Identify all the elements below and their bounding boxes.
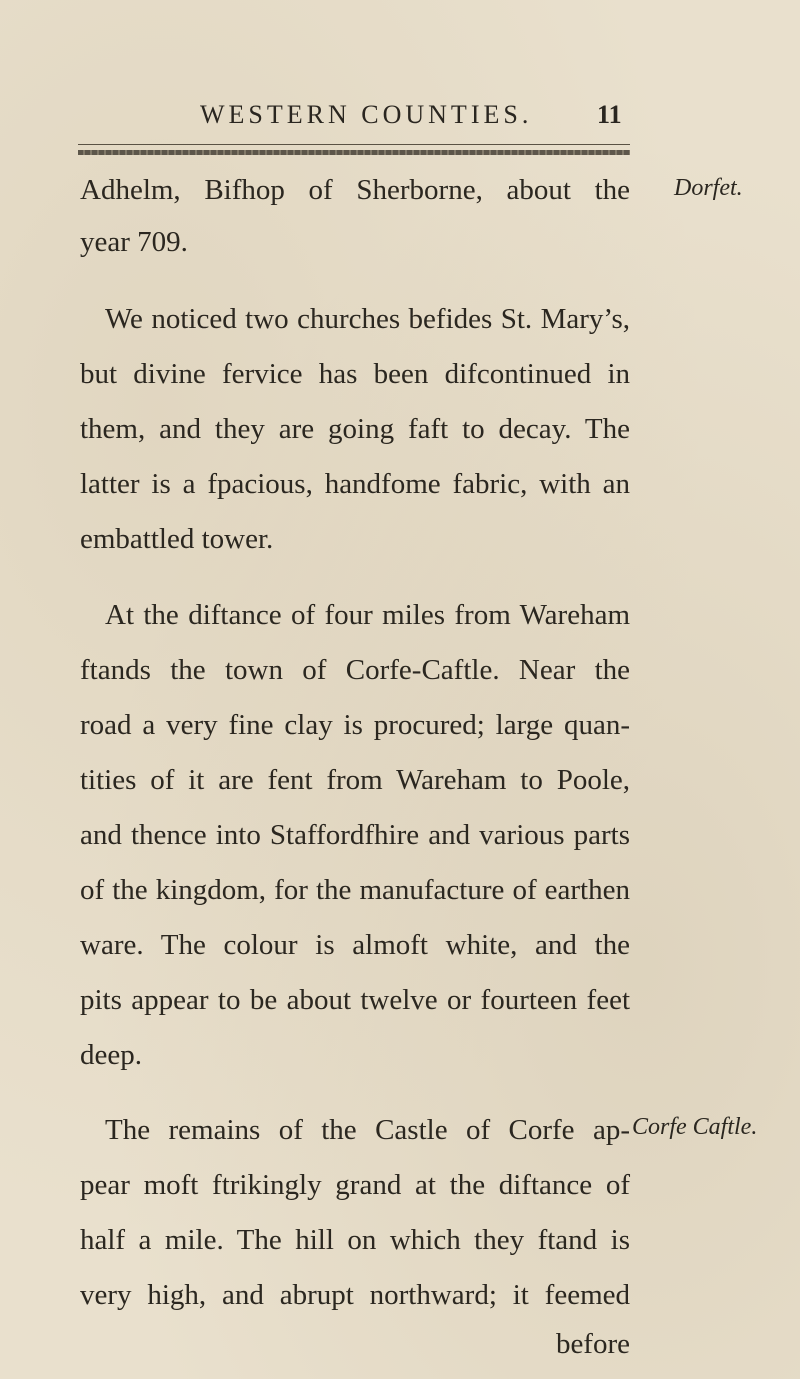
text-line: ware. The colour is almoft white, and the <box>80 929 630 961</box>
header-rule <box>78 150 630 155</box>
running-head: WESTERN COUNTIES. <box>200 100 533 129</box>
page-number: 11 <box>597 100 622 129</box>
text-line: pits appear to be about twelve or fourteen feet <box>80 984 630 1016</box>
text-line: Adhelm, Bifhop of Sherborne, about the <box>80 174 630 206</box>
text-line: At the diftance of four miles from Wareham <box>105 599 630 631</box>
text-line: them, and they are going faft to decay. The <box>80 413 630 445</box>
text-line: The remains of the Castle of Corfe ap- <box>105 1114 630 1146</box>
catchword: before <box>555 1328 630 1360</box>
text-line: and thence into Staffordfhire and various parts <box>80 819 630 851</box>
text-line: of the kingdom, for the manufacture of earthen <box>80 874 630 906</box>
text-line: embattled tower. <box>80 523 274 555</box>
text-line: road a very fine clay is procured; large quan- <box>80 709 630 741</box>
text-line: year 709. <box>80 226 188 258</box>
margin-note-dorset: Dorfet. <box>674 175 743 201</box>
text-line: ftands the town of Corfe-Caftle. Near the <box>80 654 630 686</box>
margin-note-corfe-castle: Corfe Caftle. <box>632 1114 758 1140</box>
text-line: but divine fervice has been difcontinued in <box>80 358 630 390</box>
text-line: half a mile. The hill on which they ftand is <box>80 1224 630 1256</box>
text-line: very high, and abrupt northward; it feemed <box>80 1279 630 1311</box>
text-line: latter is a fpacious, handfome fabric, with an <box>80 468 630 500</box>
text-line: deep. <box>80 1039 142 1071</box>
text-line: We noticed two churches befides St. Mary’s, <box>105 303 630 335</box>
text-line: pear moft ftrikingly grand at the diftance of <box>80 1169 630 1201</box>
header-rule-thin <box>78 144 630 145</box>
text-line: tities of it are fent from Wareham to Poole, <box>80 764 630 796</box>
